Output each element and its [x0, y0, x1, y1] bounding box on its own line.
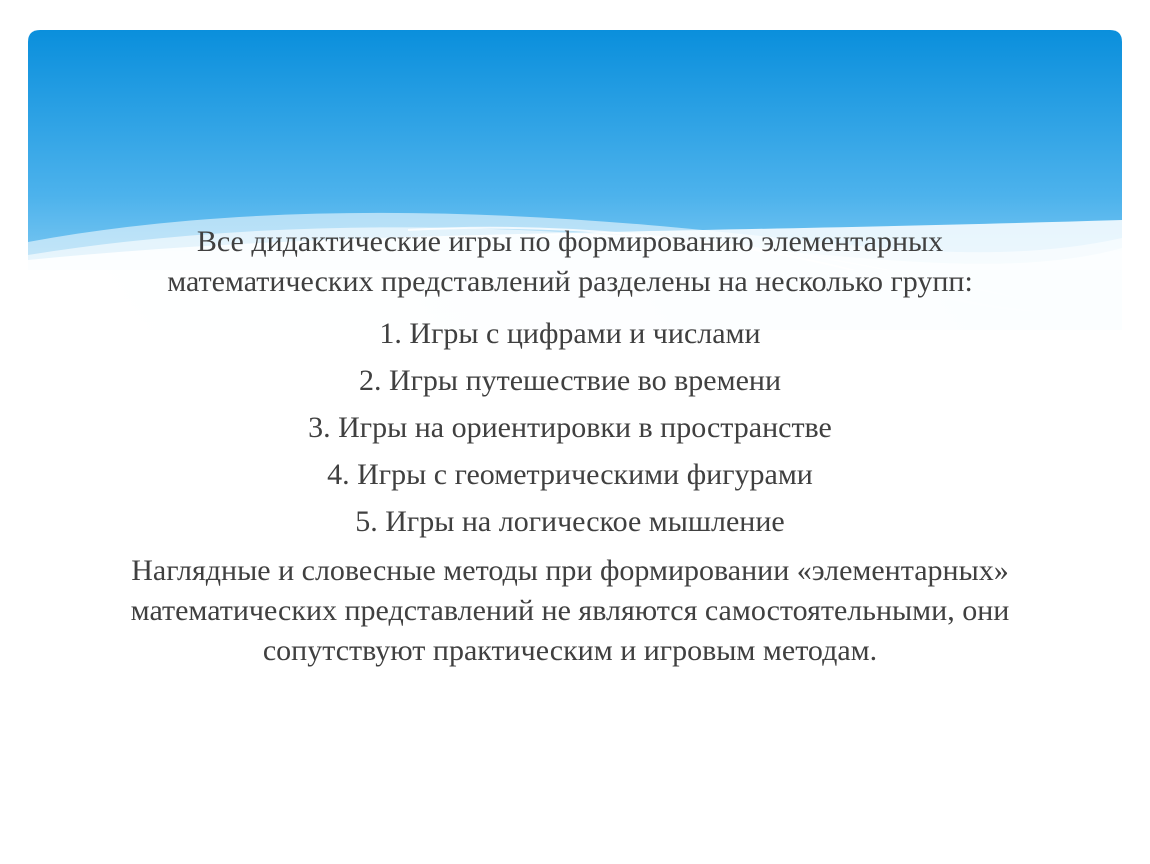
intro-paragraph: Все дидактические игры по формированию элементарных математических представлений разделены на несколько групп:: [167, 225, 973, 298]
list-item: 3. Игры на ориентировки в пространстве: [308, 411, 832, 444]
list-item: 2. Игры путешествие во времени: [358, 364, 782, 397]
conclusion-paragraph: Наглядные и словесные методы при формировании «элементарных» математических представлений не являются самостоятельными, они сопутствуют практическим и игровым методам.: [130, 554, 1010, 667]
list-item: 4. Игры с геометрическими фигурами: [327, 458, 813, 491]
list-item: 1. Игры с цифрами и числами: [379, 317, 761, 350]
slide-body: [60, 222, 1080, 671]
list-item: 5. Игры на логическое мышление: [355, 505, 785, 538]
game-groups-list: [60, 310, 1080, 545]
